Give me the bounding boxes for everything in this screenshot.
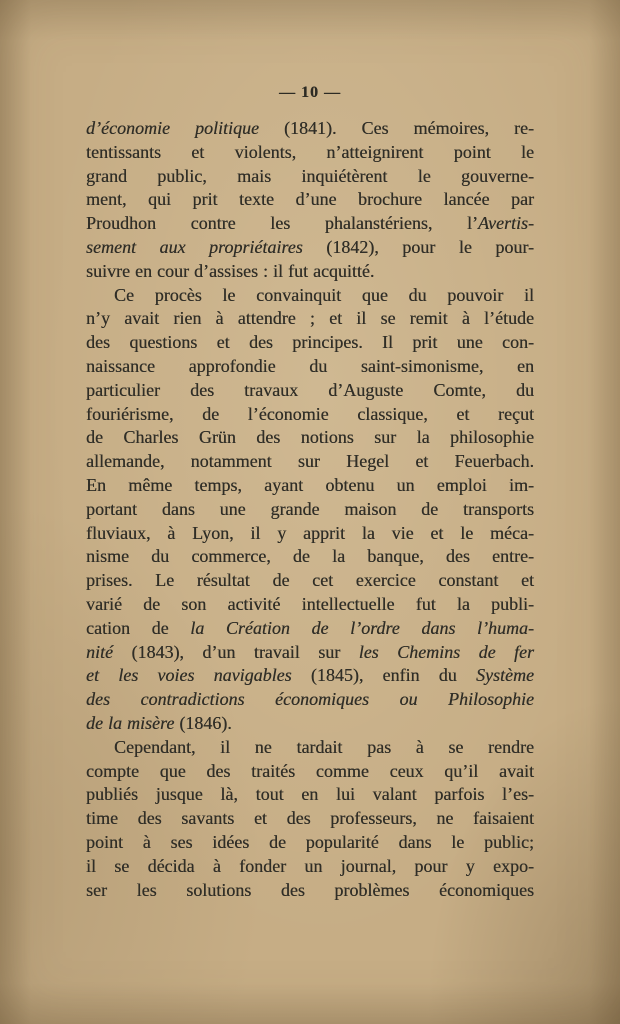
text-segment: (1846). bbox=[174, 712, 232, 733]
text-segment: fouriérisme, de l’économie classique, et reçut bbox=[86, 403, 534, 424]
italic-text-segment: sement aux propriétaires bbox=[86, 236, 303, 257]
italic-text-segment: de la misère bbox=[86, 712, 175, 733]
text-line bbox=[86, 450, 534, 474]
italic-text-segment: d’économie politique bbox=[86, 118, 259, 138]
text-segment: (1843), d’un travail sur bbox=[113, 641, 359, 662]
text-line bbox=[86, 522, 534, 546]
text-segment: (1841). Ces mémoires, re- bbox=[258, 118, 534, 138]
text-segment: varié de son activité intellectuelle fut la publi- bbox=[86, 593, 534, 614]
text-line bbox=[86, 307, 534, 331]
text-segment: grand public, mais inquiétèrent le gouverne- bbox=[86, 165, 534, 186]
text-line bbox=[86, 760, 534, 784]
text-line bbox=[86, 736, 534, 760]
italic-text-segment: nité bbox=[86, 641, 113, 662]
text-line bbox=[86, 188, 534, 212]
text-segment: point à ses idées de popularité dans le public; bbox=[86, 831, 534, 852]
text-segment: tentissants et violents, n’atteignirent point le bbox=[86, 141, 534, 162]
text-segment: suivre en cour d’assises : il fut acquitté. bbox=[86, 260, 375, 281]
text-line bbox=[86, 855, 534, 879]
text-line bbox=[86, 664, 534, 688]
text-line bbox=[86, 117, 534, 141]
text-segment: time des savants et des professeurs, ne faisaient bbox=[86, 808, 534, 829]
text-line bbox=[86, 355, 534, 379]
text-segment: prises. Le résultat de cet exercice constant et bbox=[86, 570, 534, 591]
text-segment: (1845), enfin du bbox=[291, 665, 476, 686]
text-line bbox=[86, 593, 534, 617]
text-segment: nisme du commerce, de la banque, des entre- bbox=[86, 546, 534, 567]
text-line bbox=[86, 474, 534, 498]
text-segment: de Charles Grün des notions sur la philosophie bbox=[86, 427, 534, 448]
text-segment: ment, qui prit texte d’une brochure lancée par bbox=[86, 189, 534, 210]
text-segment: allemande, notamment sur Hegel et Feuerbach. bbox=[86, 451, 534, 472]
text-line bbox=[86, 831, 534, 855]
text-segment: fluviaux, à Lyon, il y apprit la vie et le méca- bbox=[86, 522, 534, 543]
text-line bbox=[86, 165, 534, 189]
text-segment: Proudhon contre les phalanstériens, l’ bbox=[86, 213, 478, 234]
text-segment: des questions et des principes. Il prit une con- bbox=[86, 332, 534, 353]
text-line bbox=[86, 498, 534, 522]
italic-text-segment: Avertis- bbox=[478, 213, 534, 234]
text-block bbox=[86, 117, 534, 902]
text-line bbox=[86, 426, 534, 450]
page-number: — 10 — bbox=[279, 84, 341, 101]
italic-text-segment: la Création de l’ordre dans l’huma- bbox=[190, 617, 534, 638]
text-line bbox=[86, 688, 534, 712]
text-segment: particulier des travaux d’Auguste Comte, du bbox=[86, 379, 534, 400]
text-line bbox=[86, 379, 534, 403]
text-line bbox=[86, 403, 534, 427]
text-line bbox=[86, 284, 534, 308]
text-line bbox=[86, 260, 534, 284]
text-segment: (1842), pour le pour- bbox=[302, 236, 535, 257]
text-segment: naissance approfondie du saint-simonisme, en bbox=[86, 355, 534, 376]
italic-text-segment: et les voies navigables bbox=[86, 665, 292, 686]
text-line bbox=[86, 807, 534, 831]
text-segment: ser les solutions des problèmes économiques bbox=[86, 879, 534, 900]
text-line bbox=[86, 212, 534, 236]
text-segment: Ce procès le convainquit que du pouvoir il bbox=[114, 284, 534, 305]
italic-text-segment: les Chemins de fer bbox=[358, 641, 534, 662]
text-line bbox=[86, 545, 534, 569]
text-segment: cation de bbox=[86, 617, 191, 638]
text-line bbox=[86, 879, 534, 903]
text-line bbox=[86, 236, 534, 260]
text-line bbox=[86, 712, 534, 736]
text-line bbox=[86, 783, 534, 807]
text-segment: compte que des traités comme ceux qu’il avait bbox=[86, 760, 534, 781]
text-segment: En même temps, ayant obtenu un emploi im- bbox=[86, 474, 534, 495]
text-segment: portant dans une grande maison de transports bbox=[86, 498, 534, 519]
text-line bbox=[86, 141, 534, 165]
text-line bbox=[86, 569, 534, 593]
italic-text-segment: des contradictions économiques ou Philosophie bbox=[86, 689, 534, 710]
text-segment: n’y avait rien à attendre ; et il se remit à l’étude bbox=[86, 308, 534, 329]
text-segment: Cependant, il ne tardait pas à se rendre bbox=[114, 736, 534, 757]
text-line bbox=[86, 617, 534, 641]
text-line bbox=[86, 641, 534, 665]
text-segment: il se décida à fonder un journal, pour y expo- bbox=[86, 855, 534, 876]
text-line bbox=[86, 331, 534, 355]
text-segment: publiés jusque là, tout en lui valant parfois l’es- bbox=[86, 784, 534, 805]
italic-text-segment: Système bbox=[476, 665, 534, 686]
